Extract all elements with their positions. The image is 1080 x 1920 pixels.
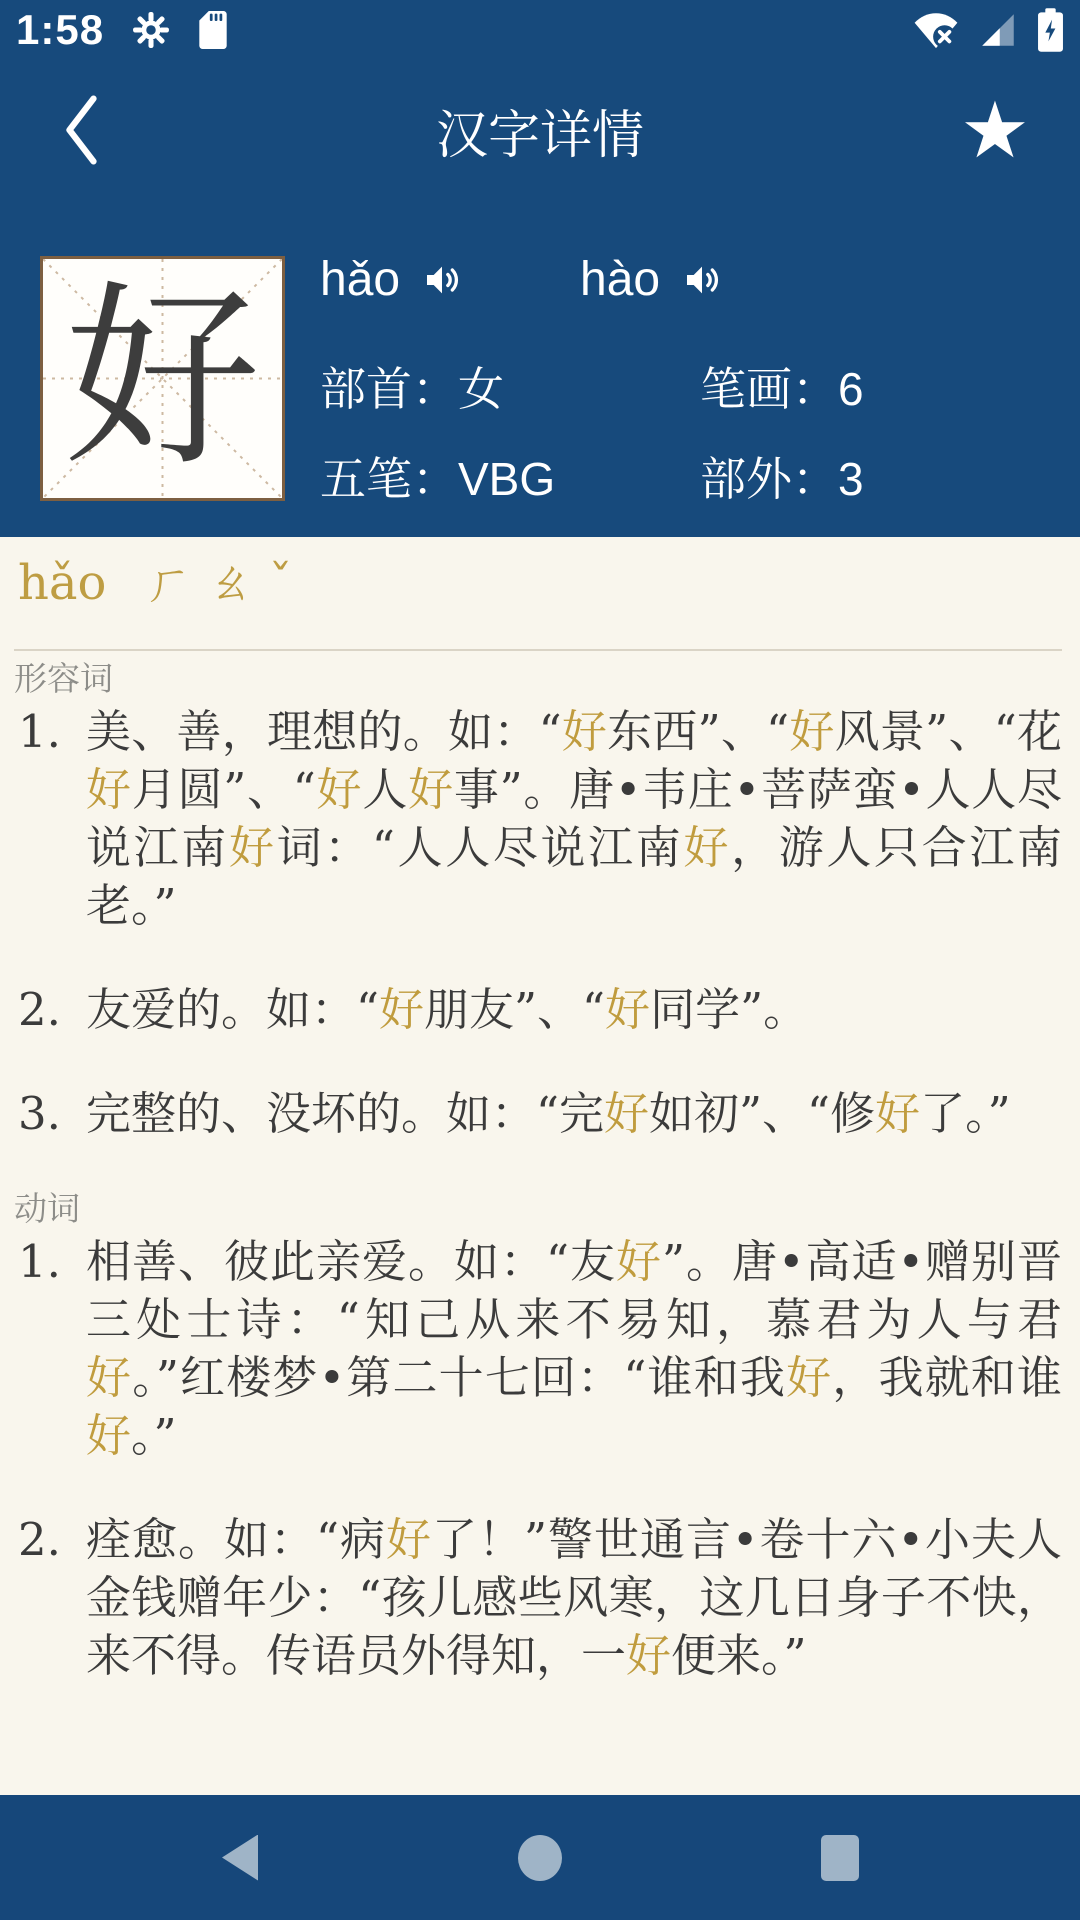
info-value: VBG: [458, 453, 556, 505]
definition-row: [14, 1085, 1062, 1143]
cellular-signal-icon: [977, 9, 1019, 51]
nav-home-button[interactable]: [515, 1833, 565, 1883]
highlighted-character: 好: [408, 763, 454, 816]
definition-content: [0, 537, 1080, 1795]
highlighted-character: 好: [604, 1087, 650, 1140]
highlighted-character: 好: [379, 983, 425, 1036]
back-button[interactable]: [52, 92, 112, 172]
info-value: 女: [458, 363, 504, 415]
info-label: 五笔：: [320, 453, 458, 505]
info-label: 部外：: [700, 453, 838, 505]
app-bar: [0, 60, 1080, 200]
part-of-speech-label: 动词: [14, 1189, 80, 1228]
reading-hao4: [580, 252, 840, 307]
character-card: [40, 256, 285, 501]
highlighted-character: 好: [683, 821, 732, 874]
highlighted-character: 好: [228, 821, 277, 874]
info-cell: [700, 443, 1064, 509]
character-info-grid: [320, 353, 1064, 509]
back-triangle-icon: [222, 1835, 258, 1881]
pinyin-text: hào: [580, 253, 661, 306]
definition-text: 友爱的。如：“好朋友”、“好同学”。: [86, 983, 809, 1036]
sd-card-icon: [198, 10, 228, 50]
divider: [14, 649, 1062, 651]
android-nav-bar: [0, 1795, 1080, 1920]
highlighted-character: 好: [786, 1351, 833, 1404]
wifi-disconnected-icon: [913, 9, 959, 51]
part-of-speech-label: 形容词: [14, 659, 113, 698]
status-bar-left: [16, 6, 228, 54]
definition-text: 痊愈。如：“病好了！”警世通言•卷十六•小夫人金钱赠年少：“孩儿感些风寒，这几日身子不快，来不得。传语员外得知，一好便来。”: [86, 1513, 1062, 1682]
definition-row: [14, 703, 1062, 935]
highlighted-character: 好: [875, 1087, 921, 1140]
pinyin-heading: hǎo: [18, 555, 107, 611]
status-time: 1:58: [16, 6, 105, 53]
info-cell: [700, 353, 1064, 419]
highlighted-character: 好: [86, 763, 132, 816]
star-icon: ★: [960, 85, 1030, 174]
info-cell: [320, 443, 700, 509]
highlighted-character: 好: [86, 1351, 133, 1404]
highlighted-character: 好: [626, 1629, 672, 1682]
nav-recents-button[interactable]: [815, 1833, 865, 1883]
highlighted-character: 好: [789, 705, 835, 758]
readings-row: [320, 252, 1064, 307]
info-label: 部首：: [320, 363, 458, 415]
info-cell: [320, 353, 700, 419]
favorite-star-button[interactable]: [950, 82, 1040, 178]
definition-number: 3.: [18, 1087, 61, 1140]
definition-number: 1.: [18, 705, 61, 758]
character-section: [0, 200, 1080, 537]
definition-number: 2.: [18, 983, 61, 1036]
character-details: [320, 252, 1064, 509]
highlighted-character: 好: [315, 763, 363, 816]
pinyin-text: hǎo: [320, 253, 401, 306]
highlighted-character: 好: [86, 1409, 132, 1462]
highlighted-character: 好: [385, 1513, 432, 1566]
settings-gear-icon: [132, 11, 170, 49]
status-bar-right: [913, 8, 1064, 52]
recents-square-icon: [821, 1835, 859, 1881]
speaker-icon[interactable]: [682, 260, 722, 300]
definition-row: [14, 1511, 1062, 1685]
pronunciation-heading: [18, 557, 1062, 609]
info-value: 3: [838, 453, 864, 505]
highlighted-character: 好: [605, 983, 651, 1036]
definition-sections: [14, 659, 1062, 1685]
page-title: 汉字详情: [435, 106, 644, 165]
speaker-icon[interactable]: [422, 260, 462, 300]
zhuyin-heading: ㄏㄠˇ: [144, 555, 307, 611]
definition-row: [14, 1233, 1062, 1465]
highlighted-character: 好: [561, 705, 608, 758]
definition-row: [14, 981, 1062, 1039]
highlighted-character: 好: [615, 1235, 662, 1288]
reading-hao3: [320, 252, 580, 307]
definition-text: 完整的、没坏的。如：“完好如初”、“修好了。”: [86, 1087, 1011, 1140]
definition-text: 相善、彼此亲爱。如：“友好”。唐•高适•赠别晋三处士诗：“知己从来不易知，慕君为人与君好。”红楼梦•第二十七回：“谁和我好，我就和谁好。”: [86, 1235, 1062, 1462]
definition-text: 美、善，理想的。如：“好东西”、“好风景”、“花好月圆”、“好人好事”。唐•韦庄•菩萨蛮•人人尽说江南好词：“人人尽说江南好，游人只合江南老。”: [86, 705, 1062, 932]
main-character: 好: [64, 268, 261, 488]
home-circle-icon: [518, 1835, 562, 1881]
definition-number: 1.: [18, 1235, 61, 1288]
battery-charging-icon: [1037, 8, 1064, 52]
info-label: 笔画：: [700, 363, 838, 415]
nav-back-button[interactable]: [215, 1833, 265, 1883]
chevron-left-icon: [59, 90, 105, 175]
status-bar: [0, 0, 1080, 60]
info-value: 6: [838, 363, 864, 415]
definition-number: 2.: [18, 1513, 61, 1566]
